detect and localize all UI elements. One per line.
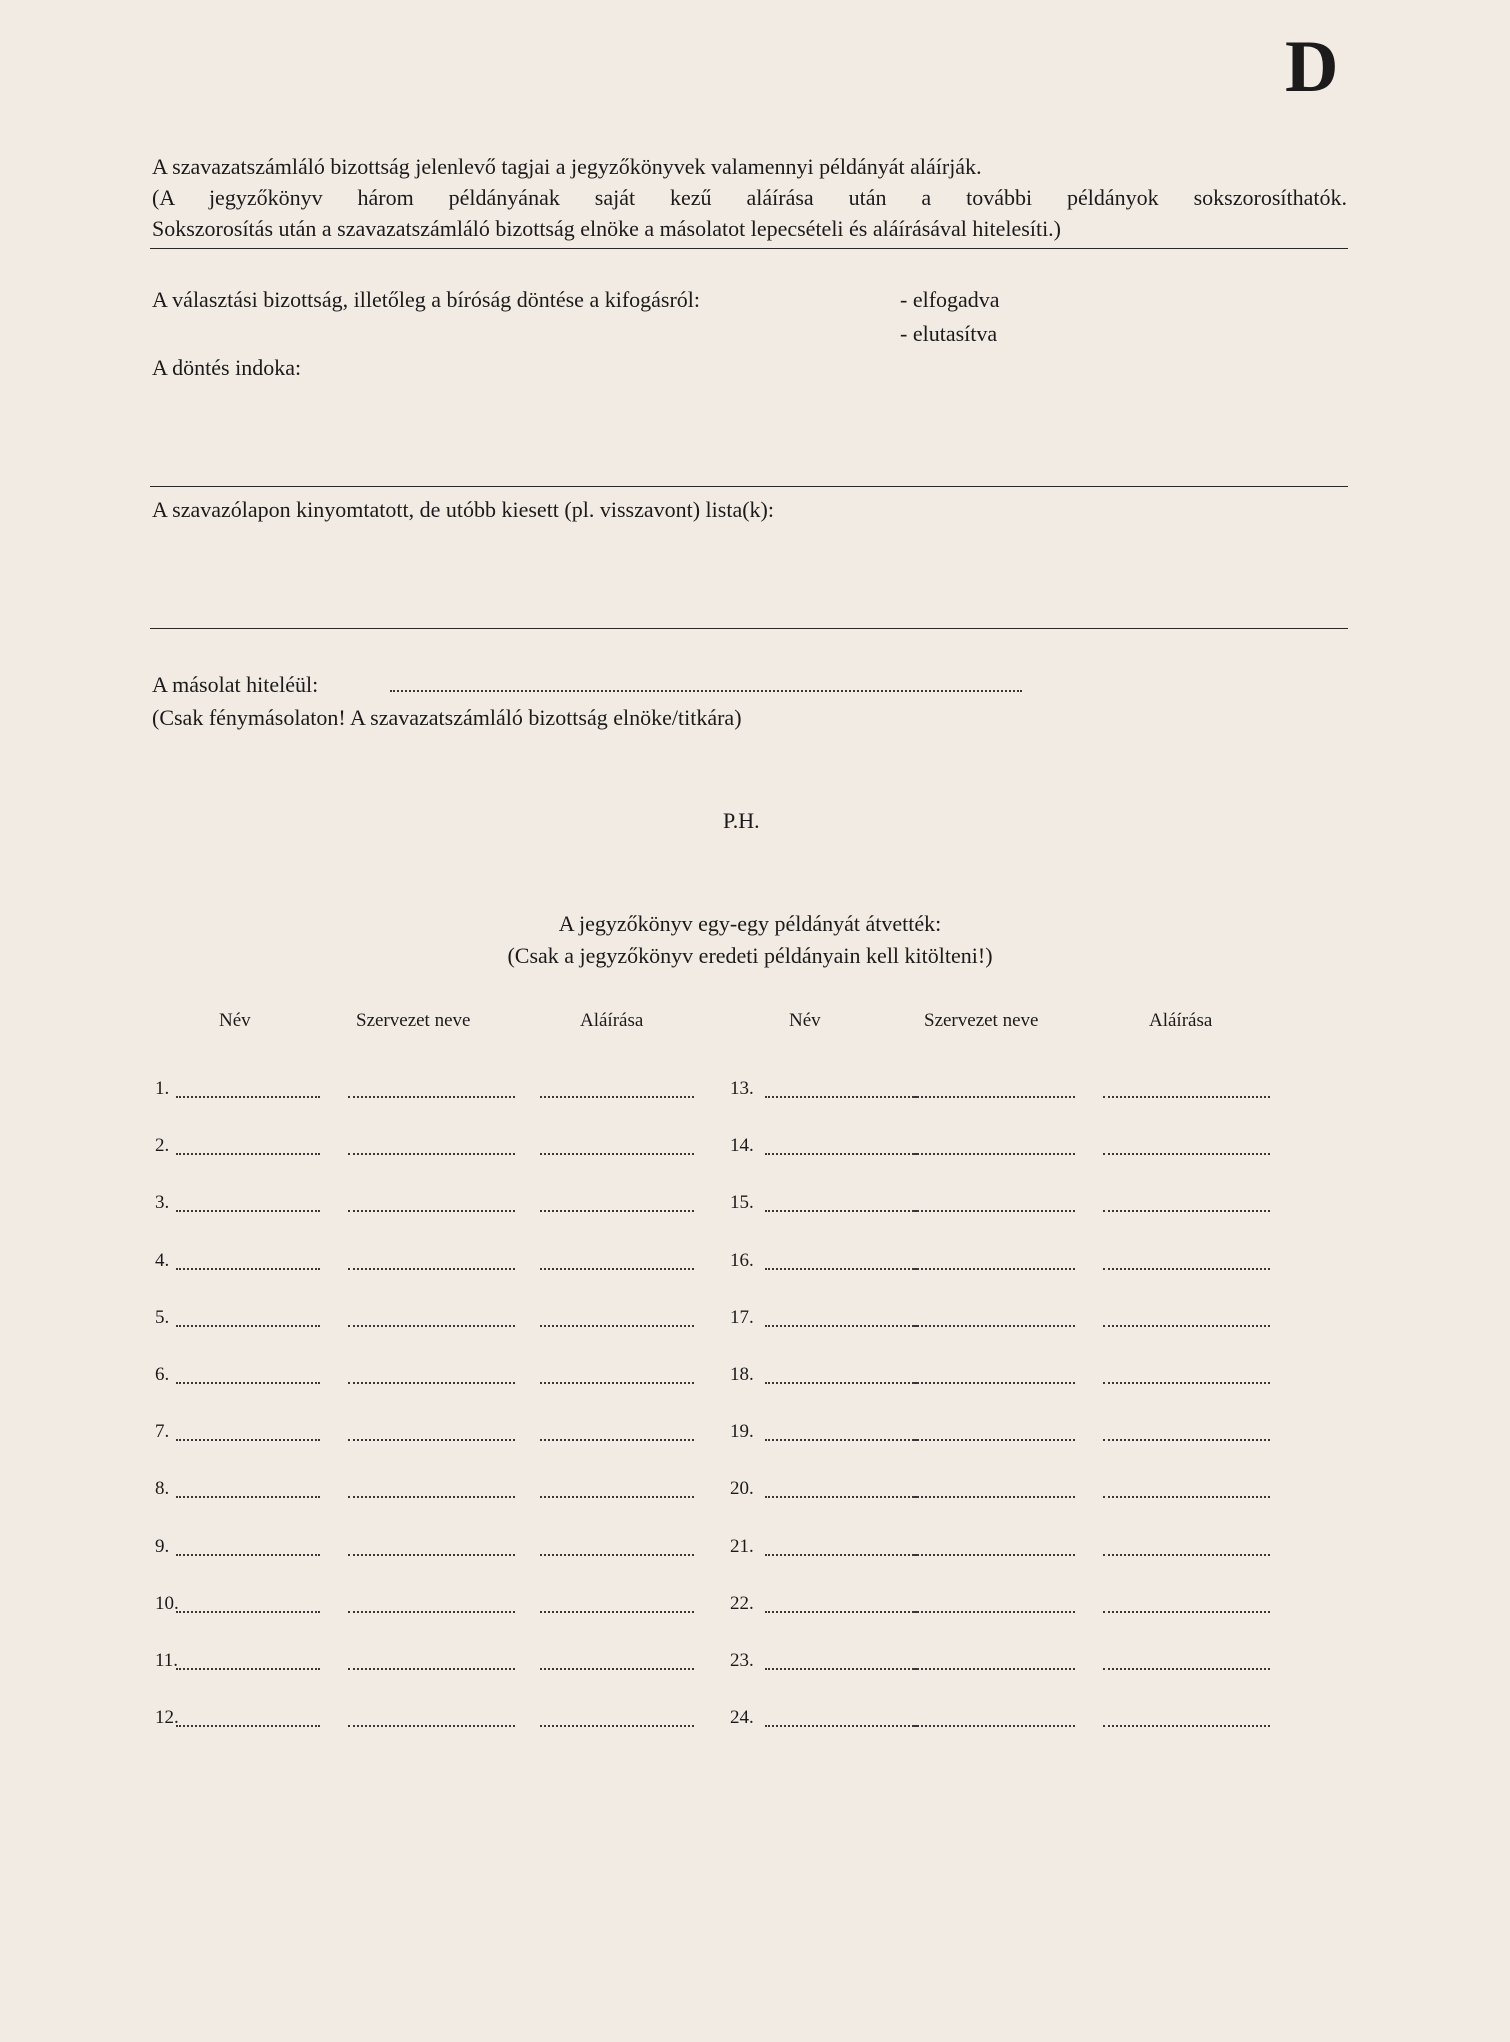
left-org-field[interactable] [348,1268,515,1270]
right-name-field[interactable] [765,1668,918,1670]
row-number-right: 13. [730,1078,754,1099]
row-number-left: 5. [155,1307,170,1328]
row-number-left: 2. [155,1135,170,1156]
row-number-right: 20. [730,1478,754,1499]
header-left-name: Név [219,1010,251,1031]
right-signature-field[interactable] [1103,1268,1270,1270]
intro-line-2: (A jegyzőkönyv három példányának saját kezű aláírása után a további példányok sokszorosíthatók. [152,185,1347,210]
left-name-field[interactable] [176,1496,320,1498]
section-letter: D [1285,26,1339,108]
row-number-right: 16. [730,1250,754,1271]
row-number-right: 15. [730,1192,754,1213]
left-signature-field[interactable] [540,1725,694,1727]
left-org-field[interactable] [348,1439,515,1441]
left-name-field[interactable] [176,1382,320,1384]
intro-line-1: A szavazatszámláló bizottság jelenlevő tagjai a jegyzőkönyvek valamennyi példányát aláírják. [152,154,982,179]
right-name-field[interactable] [765,1725,918,1727]
right-signature-field[interactable] [1103,1496,1270,1498]
right-org-field[interactable] [914,1268,1075,1270]
right-org-field[interactable] [914,1496,1075,1498]
left-signature-field[interactable] [540,1496,694,1498]
right-signature-field[interactable] [1103,1096,1270,1098]
right-name-field[interactable] [765,1096,918,1098]
row-number-left: 6. [155,1364,170,1385]
right-org-field[interactable] [914,1725,1075,1727]
left-signature-field[interactable] [540,1554,694,1556]
row-number-left: 7. [155,1421,170,1442]
left-signature-field[interactable] [540,1382,694,1384]
header-left-org: Szervezet neve [356,1010,471,1031]
right-name-field[interactable] [765,1439,918,1441]
header-right-name: Név [789,1010,821,1031]
divider-2 [150,486,1348,487]
copy-label [152,672,318,698]
left-org-field[interactable] [348,1496,515,1498]
left-signature-field[interactable] [540,1668,694,1670]
left-name-field[interactable] [176,1153,320,1155]
right-name-field[interactable] [765,1554,918,1556]
intro-paragraph [152,151,1347,244]
left-name-field[interactable] [176,1096,320,1098]
right-name-field[interactable] [765,1153,918,1155]
right-org-field[interactable] [914,1439,1075,1441]
left-name-field[interactable] [176,1668,320,1670]
right-org-field[interactable] [914,1153,1075,1155]
right-name-field[interactable] [765,1325,918,1327]
left-org-field[interactable] [348,1554,515,1556]
right-signature-field[interactable] [1103,1325,1270,1327]
left-signature-field[interactable] [540,1268,694,1270]
header-left-signature: Aláírása [580,1010,644,1031]
right-signature-field[interactable] [1103,1210,1270,1212]
left-org-field[interactable] [348,1210,515,1212]
left-signature-field[interactable] [540,1096,694,1098]
row-number-left: 3. [155,1192,170,1213]
right-signature-field[interactable] [1103,1554,1270,1556]
right-org-field[interactable] [914,1668,1075,1670]
row-number-left: 10. [155,1593,179,1614]
left-signature-field[interactable] [540,1153,694,1155]
row-number-left: 12. [155,1707,179,1728]
left-org-field[interactable] [348,1096,515,1098]
left-org-field[interactable] [348,1153,515,1155]
right-org-field[interactable] [914,1325,1075,1327]
option-rejected[interactable]: - elutasítva [900,321,998,346]
received-subtitle: (Csak a jegyzőkönyv eredeti példányain kell kitölteni!) [507,943,993,968]
copy-label-text: A másolat hiteléül: [152,672,319,697]
intro-line-3: Sokszorosítás után a szavazatszámláló bizottság elnöke a másolatot lepecsételi és aláírásával hitelesíti.) [152,216,1062,241]
left-name-field[interactable] [176,1554,320,1556]
right-signature-field[interactable] [1103,1725,1270,1727]
left-org-field[interactable] [348,1325,515,1327]
left-name-field[interactable] [176,1325,320,1327]
decision-label[interactable]: A választási bizottság, illetőleg a bíróság döntése a kifogásról: [152,287,701,312]
row-number-right: 21. [730,1536,754,1557]
right-org-field[interactable] [914,1611,1075,1613]
right-name-field[interactable] [765,1611,918,1613]
row-number-right: 22. [730,1593,754,1614]
right-name-field[interactable] [765,1382,918,1384]
copy-note: (Csak fénymásolaton! A szavazatszámláló bizottság elnöke/titkára) [152,705,742,730]
header-right-org: Szervezet neve [924,1010,1039,1031]
header-right-signature: Aláírása [1149,1010,1213,1031]
left-org-field[interactable] [348,1668,515,1670]
right-signature-field[interactable] [1103,1611,1270,1613]
row-number-right: 18. [730,1364,754,1385]
left-signature-field[interactable] [540,1611,694,1613]
row-number-right: 14. [730,1135,754,1156]
stamp-label: P.H. [723,808,760,833]
left-signature-field[interactable] [540,1325,694,1327]
row-number-right: 24. [730,1707,754,1728]
right-signature-field[interactable] [1103,1382,1270,1384]
left-org-field[interactable] [348,1382,515,1384]
left-signature-field[interactable] [540,1210,694,1212]
left-org-field[interactable] [348,1611,515,1613]
withdrawn-lists-label: A szavazólapon kinyomtatott, de utóbb kiesett (pl. visszavont) lista(k): [152,497,774,522]
left-name-field[interactable] [176,1611,320,1613]
row-number-left: 1. [155,1078,170,1099]
left-signature-field[interactable] [540,1439,694,1441]
left-name-field[interactable] [176,1268,320,1270]
divider-1 [150,248,1348,249]
left-name-field[interactable] [176,1210,320,1212]
option-accepted[interactable]: - elfogadva [900,287,1000,312]
right-org-field[interactable] [914,1554,1075,1556]
right-org-field[interactable] [914,1096,1075,1098]
right-name-field[interactable] [765,1210,918,1212]
right-org-field[interactable] [914,1382,1075,1384]
copy-signature-line[interactable] [390,690,1022,692]
row-number-left: 11. [155,1650,179,1671]
row-number-right: 23. [730,1650,754,1671]
reason-label: A döntés indoka: [152,355,302,380]
divider-3 [150,628,1348,629]
right-signature-field[interactable] [1103,1439,1270,1441]
row-number-left: 9. [155,1536,170,1557]
right-signature-field[interactable] [1103,1153,1270,1155]
right-org-field[interactable] [914,1210,1075,1212]
right-signature-field[interactable] [1103,1668,1270,1670]
right-name-field[interactable] [765,1496,918,1498]
row-number-left: 4. [155,1250,170,1271]
row-number-right: 17. [730,1307,754,1328]
left-name-field[interactable] [176,1439,320,1441]
right-name-field[interactable] [765,1268,918,1270]
row-number-left: 8. [155,1478,170,1499]
row-number-right: 19. [730,1421,754,1442]
left-org-field[interactable] [348,1725,515,1727]
left-name-field[interactable] [176,1725,320,1727]
received-title: A jegyzőkönyv egy-egy példányát átvették: [558,911,942,936]
